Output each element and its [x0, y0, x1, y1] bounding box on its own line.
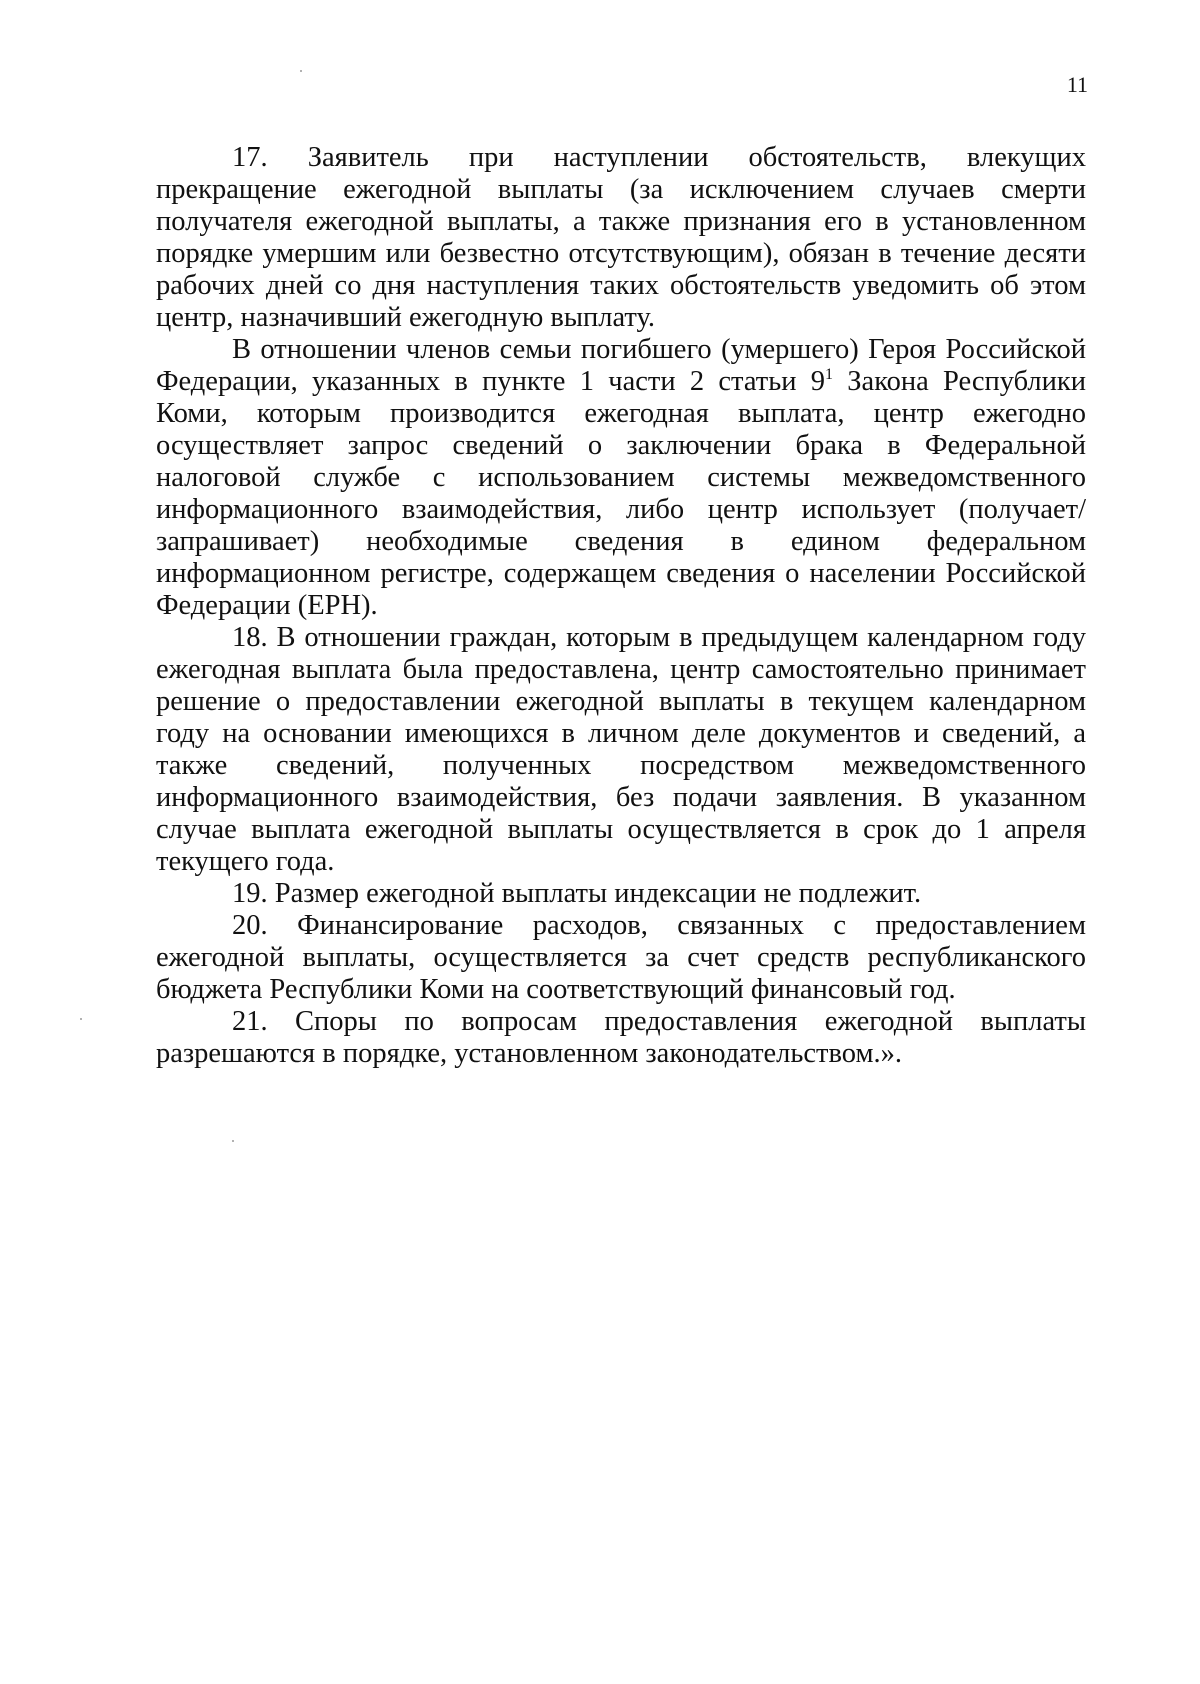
paragraph-17-continuation-text-b: Закона Республики Коми, которым производится ежегодная выплата, центр ежегодно осуществляет запрос сведений о заключении брака в Федеральной налоговой службе с использованием системы межведомственного информационного взаимодействия, либо центр использует (получает/запрашивает) необходимые сведения в едином федеральном информационном регистре, содержащем сведения о населении Российской Федерации (ЕРН).: [156, 366, 1087, 621]
scan-speck: [80, 1018, 82, 1020]
scan-speck: [232, 1140, 234, 1142]
paragraph-20: 20. Финансирование расходов, связанных с предоставлением ежегодной выплаты, осуществляется за счет средств республиканского бюджета Республики Коми на соответствующий финансовый год.: [156, 910, 1086, 1005]
page-number: 11: [1066, 72, 1088, 97]
document-body: [156, 142, 1086, 1070]
paragraph-17-continuation-text-a: В отношении членов семьи погибшего (умершего) Героя Российской Федерации, указанных в пункте 1 части 2 статьи 9: [156, 334, 1086, 397]
paragraph-18: 18. В отношении граждан, которым в предыдущем календарном году ежегодная выплата была предоставлена, центр самостоятельно принимает решение о предоставлении ежегодной выплаты в текущем календарном году на основании имеющихся в личном деле документов и сведений, а также сведений, полученных посредством межведомственного информационного взаимодействия, без подачи заявления. В указанном случае выплата ежегодной выплаты осуществляется в срок до 1 апреля текущего года.: [156, 622, 1086, 877]
paragraph-17-continuation: [156, 334, 1086, 622]
scan-speck: [300, 70, 302, 72]
paragraph-21: 21. Споры по вопросам предоставления ежегодной выплаты разрешаются в порядке, установленном законодательством.».: [156, 1006, 1086, 1069]
paragraph-19: 19. Размер ежегодной выплаты индексации не подлежит.: [232, 878, 922, 909]
article-superscript: 1: [825, 366, 833, 383]
paragraph-17: 17. Заявитель при наступлении обстоятельств, влекущих прекращение ежегодной выплаты (за исключением случаев смерти получателя ежегодной выплаты, а также признания его в установленном порядке умершим или безвестно отсутствующим), обязан в течение десяти рабочих дней со дня наступления таких обстоятельств уведомить об этом центр, назначивший ежегодную выплату.: [156, 142, 1086, 333]
